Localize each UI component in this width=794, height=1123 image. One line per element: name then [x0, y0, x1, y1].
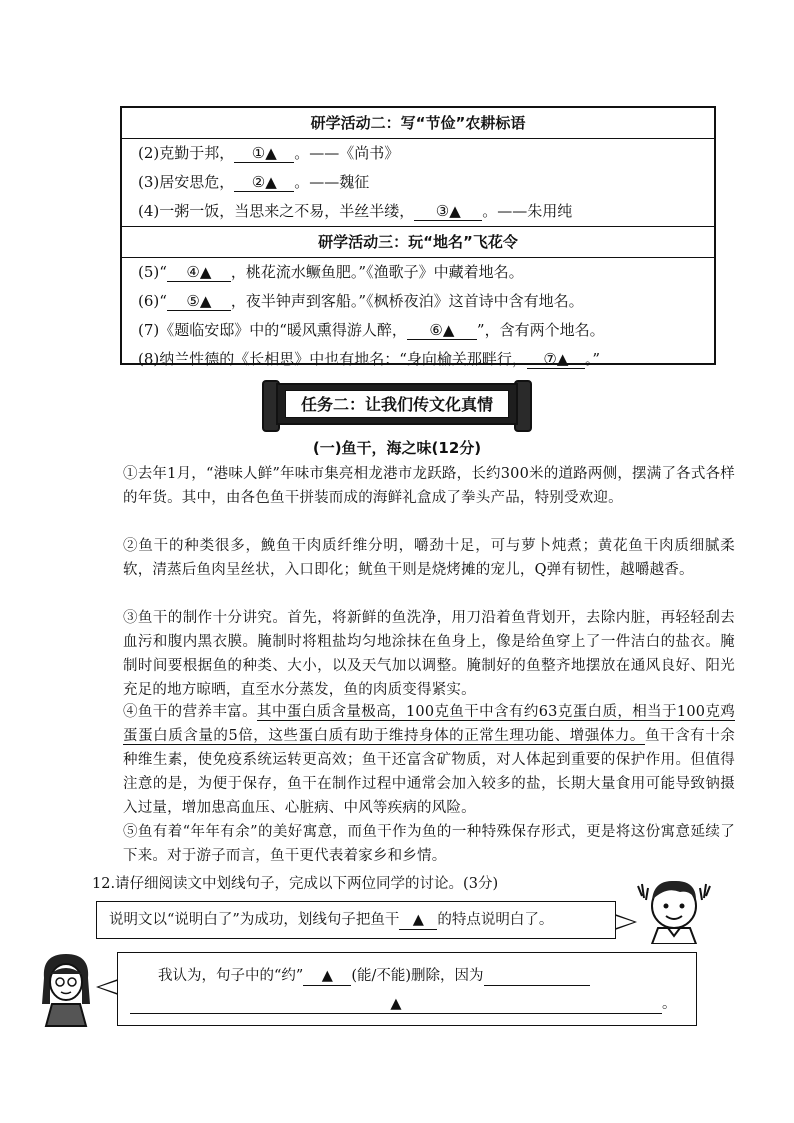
row-text: 。——魏征 — [294, 173, 370, 191]
paragraph-text: ②鱼干的种类很多，鮸鱼干肉质纤维分明，嚼劲十足，可与萝卜炖煮；黄花鱼干肉质细腻柔软，清蒸后鱼肉呈丝状，入口即化；鱿鱼干则是烧烤摊的宠儿，Q弹有韧性，越嚼越香。 — [123, 538, 735, 578]
paragraph-text: ③鱼干的制作十分讲究。首先，将新鲜的鱼洗净，用刀沿着鱼背划开，去除内脏，再轻轻刮去血污和腹内黑衣膜。腌制时将粗盐均匀地涂抹在鱼身上，像是给鱼穿上了一件洁白的盐衣。腌制时间要根据鱼的种类、大小，以及天气加以调整。腌制好的鱼整齐地摆放在通风良好、阳光充足的地方晾晒，直至水分蒸发，鱼的肉质变得紧实。 — [123, 610, 735, 698]
activity3-row-6 — [122, 287, 714, 316]
task-banner — [262, 378, 532, 430]
row-text: ”，含有两个地名。 — [476, 321, 605, 339]
speech-bubble-boy — [96, 901, 616, 939]
question-12: 12.请仔细阅读文中划线句子，完成以下两位同学的讨论。(3分) — [92, 876, 499, 892]
paragraph-4 — [95, 700, 735, 820]
activity3-row-8 — [122, 345, 714, 374]
activity-table — [120, 106, 716, 368]
row-text: ，桃花流水鳜鱼肥。”《渔歌子》中藏着地名。 — [230, 263, 524, 281]
activity3-row-5 — [122, 258, 714, 287]
girl-avatar-icon — [36, 948, 96, 1028]
activity2-row-2 — [122, 139, 714, 168]
answer-blank-bubble2-b[interactable] — [484, 967, 590, 986]
row-text: (4)一粥一饭，当思来之不易，半丝半缕， — [138, 202, 415, 220]
task-title: 任务二：让我们传文化真情 — [285, 390, 509, 418]
activity2-header: 研学活动二：写“节俭”农耕标语 — [122, 108, 714, 139]
answer-blank-4[interactable]: ④▲ — [167, 263, 231, 282]
row-text: ，夜半钟声到客船。”《枫桥夜泊》这首诗中含有地名。 — [230, 292, 584, 310]
paragraph-2 — [95, 534, 735, 582]
activity2-row-4 — [122, 197, 714, 226]
bubble-text: 我认为，句子中的“约” — [158, 968, 304, 984]
row-text: (6)“ — [138, 292, 167, 310]
answer-blank-6[interactable]: ⑥▲ — [407, 321, 477, 340]
paragraph-1 — [95, 462, 735, 510]
paragraph-3 — [95, 606, 735, 702]
answer-blank-3[interactable]: ③▲ — [414, 202, 482, 221]
bubble-tail-inner — [616, 916, 634, 928]
answer-blank-bubble2-a[interactable]: ▲ — [303, 967, 351, 986]
bubble-text: 说明文以“说明白了”为成功，划线句子把鱼干 — [109, 912, 400, 928]
row-text: (8)纳兰性德的《长相思》中也有地名：“身向榆关那畔行， — [138, 350, 527, 368]
row-text: (7)《题临安邸》中的“暖风熏得游人醉， — [138, 321, 407, 339]
paragraph-5 — [95, 820, 735, 868]
paragraph-text: ⑤鱼有着“年年有余”的美好寓意，而鱼干作为鱼的一种特殊保存形式，更是将这份寓意延续了下来。对于游子而言，鱼干更代表着家乡和乡情。 — [123, 824, 735, 864]
paragraph-text: ④鱼干的营养丰富。 — [123, 704, 258, 720]
paragraph-text: 鱼干含有十余种维生素，使免疫系统运转更高效；鱼干还富含矿物质，对人体起到重要的保护作用。但值得注意的是，为便于保存，鱼干在制作过程中通常会加入较多的盐，长期大量食用可能导致钠摄入过量，增加患高血压、心脏病、中风等疾病的风险。 — [123, 728, 735, 816]
underlined-sentence: 其中蛋白质含量极高，100克鱼干中含有约63克蛋白质，相当于100克鸡蛋蛋白质含量的5倍，这些蛋白质有助于维持身体的正常生理功能、增强体力。 — [123, 704, 735, 744]
paragraph-text: ①去年1月，“港味人鲜”年味市集亮相龙港市龙跃路，长约300米的道路两侧，摆满了各式各样的年货。其中，由各色鱼干拼装而成的海鲜礼盒成了拳头产品，特别受欢迎。 — [123, 466, 735, 506]
activity2-row-3 — [122, 168, 714, 197]
answer-blank-5[interactable]: ⑤▲ — [167, 292, 231, 311]
bubble-tail-inner — [99, 981, 117, 993]
row-text: (2)克勤于邦， — [138, 144, 235, 162]
row-text: (5)“ — [138, 263, 167, 281]
bubble-text: (能/不能)删除，因为 — [351, 968, 484, 984]
section-title: (一)鱼干，海之味(12分) — [312, 439, 482, 457]
answer-blank-bubble1[interactable]: ▲ — [399, 911, 437, 930]
activity3-row-7 — [122, 316, 714, 345]
boy-avatar-icon — [636, 876, 714, 944]
answer-blank-bubble2-c[interactable]: ▲ — [130, 995, 662, 1014]
bubble-text: 。 — [662, 996, 677, 1012]
row-text: 。” — [584, 350, 601, 368]
row-text: 。——朱用纯 — [482, 202, 573, 220]
row-text: 。——《尚书》 — [294, 144, 400, 162]
answer-blank-2[interactable]: ②▲ — [234, 173, 294, 192]
answer-blank-1[interactable]: ①▲ — [234, 144, 294, 163]
activity3-header: 研学活动三：玩“地名”飞花令 — [122, 226, 714, 258]
answer-blank-7[interactable]: ⑦▲ — [527, 350, 585, 369]
row-text: (3)居安思危， — [138, 173, 235, 191]
speech-bubble-girl — [117, 952, 697, 1026]
bubble-text: 的特点说明白了。 — [437, 912, 554, 928]
scroll-body — [276, 383, 518, 425]
